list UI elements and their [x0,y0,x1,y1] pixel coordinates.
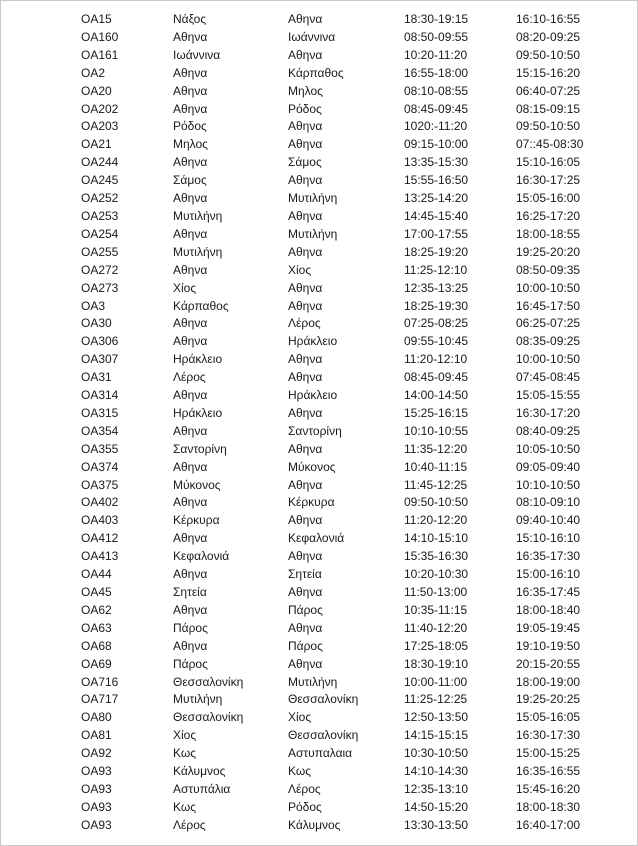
origin-cell: Μύκονος [173,477,221,492]
destination-cell: Αθηνα [288,244,323,259]
table-row [81,638,616,656]
origin-cell: Ηράκλειο [173,352,223,367]
table-row [81,405,616,423]
return-time-cell: 15:45-16:20 [516,781,581,796]
table-row [81,674,616,692]
table-row [81,29,616,47]
flight-code-cell: OA93 [81,764,112,779]
origin-cell: Αθηνα [173,495,208,510]
destination-cell: Αστυπαλαια [288,746,353,761]
return-time-cell: 16:25-17:20 [516,208,581,223]
destination-cell: Σαντορίνη [288,423,342,438]
return-time-cell: 20:15-20:55 [516,656,581,671]
return-time-cell: 16:40-17:00 [516,817,581,832]
return-time-cell: 16:35-17:30 [516,549,581,564]
table-row [81,118,616,136]
table-row [81,709,616,727]
destination-cell: Σάμος [288,155,322,170]
table-row [81,781,616,799]
return-time-cell: 09:40-10:40 [516,513,581,528]
departure-time-cell: 09:50-10:50 [404,495,469,510]
departure-time-cell: 18:25-19:30 [404,298,469,313]
destination-cell: Θεσσαλονίκη [288,728,359,743]
departure-time-cell: 15:35-16:30 [404,549,469,564]
origin-cell: Αθηνα [173,29,208,44]
origin-cell: Αθηνα [173,388,208,403]
departure-time-cell: 11:35-12:20 [404,441,468,456]
return-time-cell: 18:00-18:55 [516,226,581,241]
return-time-cell: 15:10-16:05 [516,155,581,170]
table-row [81,727,616,745]
flight-code-cell: OA45 [81,585,112,599]
departure-time-cell: 09:55-10:45 [404,334,469,349]
table-row [81,11,616,29]
origin-cell: Σαντορίνη [173,441,227,456]
departure-time-cell: 10:30-10:50 [404,746,469,761]
flight-code-cell: OA63 [81,620,112,635]
origin-cell: Ιωάννινα [173,47,221,62]
departure-time-cell: 12:35-13:10 [404,781,469,796]
flight-code-cell: OA245 [81,173,119,188]
return-time-cell: 18:00-19:00 [516,674,581,689]
origin-cell: Αθηνα [173,191,208,206]
table-row [81,298,616,316]
departure-time-cell: 10:35-11:15 [404,602,468,617]
destination-cell: Αθηνα [288,620,323,635]
table-row [81,280,616,298]
table-row [81,656,616,674]
departure-time-cell: 13:25-14:20 [404,191,469,206]
flight-code-cell: OA402 [81,495,119,510]
return-time-cell: 16:35-16:55 [516,764,581,779]
table-row [81,172,616,190]
departure-time-cell: 10:00-11:00 [404,674,468,689]
return-time-cell: 16:35-17:45 [516,585,581,599]
departure-time-cell: 14:50-15:20 [404,799,469,814]
destination-cell: Μυτιλήνη [288,674,338,689]
origin-cell: Χίος [173,728,197,743]
flight-code-cell: OA255 [81,244,119,259]
departure-time-cell: 08:45-09:45 [404,370,469,385]
departure-time-cell: 10:20-11:20 [404,47,468,62]
flight-code-cell: OA44 [81,567,112,582]
origin-cell: Αθηνα [173,602,208,617]
table-row [81,387,616,405]
destination-cell: Αθηνα [288,280,323,295]
flight-code-cell: OA307 [81,352,119,367]
return-time-cell: 15:10-16:10 [516,531,581,546]
flight-code-cell: OA403 [81,513,119,528]
departure-time-cell: 08:45-09:45 [404,101,469,116]
departure-time-cell: 11:40-12:20 [404,620,468,635]
origin-cell: Νάξος [173,12,207,26]
return-time-cell: 08:10-09:10 [516,495,581,510]
table-row [81,817,616,835]
return-time-cell: 18:00-18:30 [516,799,581,814]
origin-cell: Πάρος [173,656,208,671]
table-row [81,351,616,369]
table-row [81,548,616,566]
table-row [81,154,616,172]
origin-cell: Αθηνα [173,638,208,653]
return-time-cell: 16:45-17:50 [516,298,581,313]
table-row [81,208,616,226]
table-row [81,799,616,817]
origin-cell: Αθηνα [173,423,208,438]
flight-code-cell: OA160 [81,29,119,44]
origin-cell: Αθηνα [173,226,208,241]
destination-cell: Μύκονος [288,459,336,474]
origin-cell: Σάμος [173,173,207,188]
origin-cell: Αθηνα [173,155,208,170]
return-time-cell: 06:40-07:25 [516,83,581,98]
table-row [81,136,616,154]
return-time-cell: 08:50-09:35 [516,262,581,277]
destination-cell: Μηλος [288,83,323,98]
origin-cell: Λέρος [173,370,206,385]
table-row [81,226,616,244]
flight-code-cell: OA716 [81,674,119,689]
table-row [81,494,616,512]
flight-code-cell: OA30 [81,316,112,331]
destination-cell: Αθηνα [288,208,323,223]
flight-code-cell: OA81 [81,728,112,743]
table-row [81,566,616,584]
departure-time-cell: 18:25-19:20 [404,244,469,259]
return-time-cell: 09:50-10:50 [516,119,581,134]
origin-cell: Αθηνα [173,65,208,80]
table-row [81,620,616,638]
return-time-cell: 18:00-18:40 [516,602,581,617]
return-time-cell: 08:20-09:25 [516,29,581,44]
departure-time-cell: 18:30-19:15 [404,12,469,26]
origin-cell: Ρόδος [173,119,207,134]
flight-code-cell: OA21 [81,137,112,152]
departure-time-cell: 17:00-17:55 [404,226,469,241]
flight-code-cell: OA2 [81,65,106,80]
return-time-cell: 19:25-20:20 [516,244,581,259]
destination-cell: Χίος [288,710,312,725]
origin-cell: Κεφαλονιά [173,549,230,564]
departure-time-cell: 11:45-12:25 [404,477,468,492]
flight-code-cell: OA244 [81,155,119,170]
return-time-cell: 19:10-19:50 [516,638,581,653]
flight-code-cell: OA354 [81,423,119,438]
table-row [81,602,616,620]
origin-cell: Πάρος [173,620,208,635]
departure-time-cell: 16:55-18:00 [404,65,469,80]
flight-code-cell: OA412 [81,531,119,546]
flight-code-cell: OA202 [81,101,119,116]
return-time-cell: 10:00-10:50 [516,352,581,367]
origin-cell: Μηλος [173,137,208,152]
return-time-cell: 15:15-16:20 [516,65,581,80]
departure-time-cell: 14:10-15:10 [404,531,469,546]
table-row [81,83,616,101]
flight-code-cell: OA93 [81,817,112,832]
flight-code-cell: OA92 [81,746,112,761]
destination-cell: Ρόδος [288,101,322,116]
table-row [81,745,616,763]
table-row [81,101,616,119]
destination-cell: Ιωάννινα [288,29,336,44]
return-time-cell: 08:35-09:25 [516,334,581,349]
destination-cell: Αθηνα [288,370,323,385]
origin-cell: Θεσσαλονίκη [173,674,244,689]
return-time-cell: 07::45-08:30 [516,137,584,152]
departure-time-cell: 13:35-15:30 [404,155,469,170]
destination-cell: Ρόδος [288,799,322,814]
flight-code-cell: OA306 [81,334,119,349]
destination-cell: Αθηνα [288,477,323,492]
return-time-cell: 10:10-10:50 [516,477,581,492]
flight-code-cell: OA68 [81,638,112,653]
flight-code-cell: OA3 [81,298,106,313]
destination-cell: Λέρος [288,781,321,796]
origin-cell: Κέρκυρα [173,513,220,528]
destination-cell: Πάρος [288,638,323,653]
flight-code-cell: OA355 [81,441,119,456]
origin-cell: Κάρπαθος [173,298,229,313]
departure-time-cell: 18:30-19:10 [404,656,469,671]
return-time-cell: 10:05-10:50 [516,441,581,456]
departure-time-cell: 10:40-11:15 [404,459,468,474]
table-row [81,262,616,280]
departure-time-cell: 14:00-14:50 [404,388,469,403]
departure-time-cell: 11:50-13:00 [404,585,468,599]
table-row [81,423,616,441]
destination-cell: Κως [288,764,312,779]
departure-time-cell: 11:25-12:25 [404,692,468,707]
destination-cell: Αθηνα [288,585,323,599]
table-row [81,584,616,602]
origin-cell: Μυτιλήνη [173,208,223,223]
destination-cell: Μυτιλήνη [288,226,338,241]
origin-cell: Ηράκλειο [173,405,223,420]
destination-cell: Κάλυμνος [288,817,341,832]
table-row [81,763,616,781]
destination-cell: Ηράκλειο [288,388,338,403]
flight-code-cell: OA161 [81,47,119,62]
origin-cell: Αθηνα [173,459,208,474]
destination-cell: Αθηνα [288,298,323,313]
table-row [81,190,616,208]
flight-code-cell: OA253 [81,208,119,223]
table-row [81,315,616,333]
flight-code-cell: OA93 [81,799,112,814]
flight-code-cell: OA375 [81,477,119,492]
destination-cell: Κεφαλονιά [288,531,345,546]
table-row [81,691,616,709]
origin-cell: Αθηνα [173,316,208,331]
return-time-cell: 10:00-10:50 [516,280,581,295]
destination-cell: Ηράκλειο [288,334,338,349]
table-row [81,512,616,530]
destination-cell: Αθηνα [288,12,323,26]
departure-time-cell: 08:50-09:55 [404,29,469,44]
flight-code-cell: OA20 [81,83,112,98]
flight-code-cell: OA203 [81,119,119,134]
origin-cell: Μυτιλήνη [173,692,223,707]
return-time-cell: 15:05-15:55 [516,388,581,403]
destination-cell: Μυτιλήνη [288,191,338,206]
destination-cell: Αθηνα [288,405,323,420]
table-row [81,333,616,351]
destination-cell: Κέρκυρα [288,495,335,510]
flight-code-cell: OA272 [81,262,119,277]
return-time-cell: 16:10-16:55 [516,12,581,26]
origin-cell: Αστυπάλια [173,781,231,796]
return-time-cell: 16:30-17:25 [516,173,581,188]
destination-cell: Αθηνα [288,441,323,456]
return-time-cell: 07:45-08:45 [516,370,581,385]
origin-cell: Αθηνα [173,262,208,277]
destination-cell: Αθηνα [288,656,323,671]
flight-schedule-body [81,11,616,835]
flight-schedule-table [81,11,616,835]
origin-cell: Αθηνα [173,531,208,546]
table-row [81,65,616,83]
return-time-cell: 09:50-10:50 [516,47,581,62]
return-time-cell: 16:30-17:30 [516,728,581,743]
flight-code-cell: OA314 [81,388,119,403]
table-row [81,47,616,65]
departure-time-cell: 08:10-08:55 [404,83,469,98]
departure-time-cell: 12:35-13:25 [404,280,469,295]
origin-cell: Κάλυμνος [173,764,226,779]
destination-cell: Θεσσαλονίκη [288,692,359,707]
flight-code-cell: OA374 [81,459,119,474]
destination-cell: Αθηνα [288,119,323,134]
table-row [81,244,616,262]
departure-time-cell: 09:15-10:00 [404,137,469,152]
destination-cell: Σητεία [288,567,322,582]
departure-time-cell: 10:20-10:30 [404,567,469,582]
return-time-cell: 16:30-17:20 [516,405,581,420]
destination-cell: Αθηνα [288,137,323,152]
return-time-cell: 15:05-16:00 [516,191,581,206]
flight-code-cell: OA93 [81,781,112,796]
origin-cell: Θεσσαλονίκη [173,710,244,725]
origin-cell: Σητεία [173,585,207,599]
return-time-cell: 09:05-09:40 [516,459,581,474]
return-time-cell: 15:05-16:05 [516,710,581,725]
flight-code-cell: OA413 [81,549,119,564]
departure-time-cell: 14:15-15:15 [404,728,469,743]
origin-cell: Χίος [173,280,197,295]
return-time-cell: 19:05-19:45 [516,620,581,635]
departure-time-cell: 07:25-08:25 [404,316,469,331]
destination-cell: Αθηνα [288,173,323,188]
origin-cell: Αθηνα [173,83,208,98]
departure-time-cell: 10:10-10:55 [404,423,469,438]
origin-cell: Κως [173,746,197,761]
departure-time-cell: 11:20-12:20 [404,513,468,528]
return-time-cell: 19:25-20:25 [516,692,581,707]
origin-cell: Λέρος [173,817,206,832]
departure-time-cell: 13:30-13:50 [404,817,469,832]
return-time-cell: 15:00-16:10 [516,567,581,582]
destination-cell: Χίος [288,262,312,277]
flight-code-cell: OA315 [81,405,119,420]
table-row [81,477,616,495]
origin-cell: Αθηνα [173,567,208,582]
departure-time-cell: 14:45-15:40 [404,208,469,223]
departure-time-cell: 14:10-14:30 [404,764,469,779]
departure-time-cell: 11:20-12:10 [404,352,468,367]
return-time-cell: 15:00-15:25 [516,746,581,761]
destination-cell: Πάρος [288,602,323,617]
departure-time-cell: 1020:-11:20 [404,119,468,134]
return-time-cell: 08:15-09:15 [516,101,581,116]
return-time-cell: 08:40-09:25 [516,423,581,438]
flight-code-cell: OA69 [81,656,112,671]
destination-cell: Αθηνα [288,549,323,564]
departure-time-cell: 12:50-13:50 [404,710,469,725]
departure-time-cell: 15:55-16:50 [404,173,469,188]
flight-code-cell: OA252 [81,191,119,206]
departure-time-cell: 15:25-16:15 [404,405,469,420]
flight-code-cell: OA273 [81,280,119,295]
flight-code-cell: OA62 [81,602,112,617]
destination-cell: Λέρος [288,316,321,331]
return-time-cell: 06:25-07:25 [516,316,581,331]
destination-cell: Κάρπαθος [288,65,344,80]
flight-code-cell: OA254 [81,226,119,241]
origin-cell: Κως [173,799,197,814]
flight-code-cell: OA31 [81,370,112,385]
origin-cell: Αθηνα [173,101,208,116]
flight-code-cell: OA15 [81,12,112,26]
flight-code-cell: OA717 [81,692,119,707]
departure-time-cell: 17:25-18:05 [404,638,469,653]
destination-cell: Αθηνα [288,47,323,62]
departure-time-cell: 11:25-12:10 [404,262,468,277]
flight-code-cell: OA80 [81,710,112,725]
table-row [81,369,616,387]
table-row [81,441,616,459]
origin-cell: Μυτιλήνη [173,244,223,259]
table-row [81,530,616,548]
table-row [81,459,616,477]
destination-cell: Αθηνα [288,513,323,528]
origin-cell: Αθηνα [173,334,208,349]
destination-cell: Αθηνα [288,352,323,367]
